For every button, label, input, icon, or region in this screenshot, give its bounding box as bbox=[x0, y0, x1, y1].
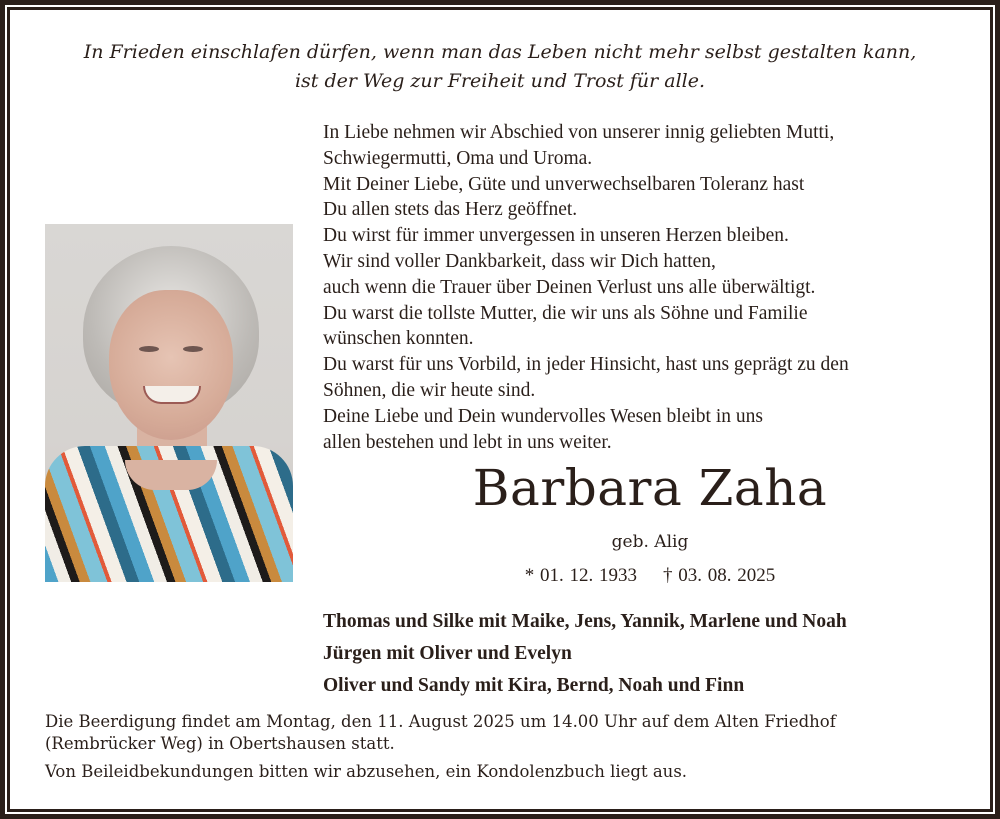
life-dates bbox=[310, 563, 990, 589]
tribute-line: Mit Deiner Liebe, Güte und unverwechselbaren Toleranz hast bbox=[323, 173, 805, 195]
tribute-line: allen bestehen und lebt in uns weiter. bbox=[323, 431, 612, 453]
tribute-line: Deine Liebe und Dein wundervolles Wesen bleibt in uns bbox=[323, 405, 763, 427]
tribute-line: wünschen konnten. bbox=[323, 328, 474, 350]
tribute-line: Söhnen, die wir heute sind. bbox=[323, 379, 536, 401]
funeral-line: Die Beerdigung findet am Montag, den 11. August 2025 um 14.00 Uhr auf dem Alten Friedhof bbox=[45, 712, 836, 731]
death-date: † 03. 08. 2025 bbox=[663, 565, 776, 586]
tribute-line: auch wenn die Trauer über Deinen Verlust uns alle überwältigt. bbox=[323, 276, 816, 298]
motto-line: In Frieden einschlafen dürfen, wenn man das Leben nicht mehr selbst gestalten kann, bbox=[83, 41, 917, 63]
motto-quote bbox=[10, 38, 990, 96]
deceased-name: Barbara Zaha bbox=[472, 459, 828, 517]
mourner-line: Oliver und Sandy mit Kira, Bernd, Noah und Finn bbox=[323, 675, 745, 696]
condolence-note: Von Beileidbekundungen bitten wir abzusehen, ein Kondolenzbuch liegt aus. bbox=[45, 762, 688, 781]
funeral-notice bbox=[45, 711, 836, 783]
photo-smile bbox=[143, 386, 201, 404]
tribute-line: Du wirst für immer unvergessen in unseren Herzen bleiben. bbox=[323, 225, 789, 247]
obituary-card bbox=[7, 7, 993, 812]
tribute-line: Du warst die tollste Mutter, die wir uns als Söhne und Familie bbox=[323, 302, 808, 324]
obituary-frame-gap bbox=[5, 5, 995, 814]
maiden-name: geb. Alig bbox=[611, 532, 689, 552]
motto-line: ist der Weg zur Freiheit und Trost für alle. bbox=[294, 70, 706, 92]
photo-eye-left bbox=[139, 346, 159, 352]
tribute-line: Du warst für uns Vorbild, in jeder Hinsicht, hast uns geprägt zu den bbox=[323, 354, 849, 376]
mourners-list bbox=[323, 606, 847, 702]
funeral-line: (Rembrücker Weg) in Obertshausen statt. bbox=[45, 734, 395, 753]
tribute-line: Du allen stets das Herz geöffnet. bbox=[323, 199, 578, 221]
tribute-line: Wir sind voller Dankbarkeit, dass wir Dich hatten, bbox=[323, 250, 716, 272]
tribute-text bbox=[323, 120, 849, 455]
tribute-line: Schwiegermutti, Oma und Uroma. bbox=[323, 147, 593, 169]
mourner-line: Jürgen mit Oliver und Evelyn bbox=[323, 643, 572, 664]
tribute-line: In Liebe nehmen wir Abschied von unserer innig geliebten Mutti, bbox=[323, 122, 835, 143]
photo-eye-right bbox=[183, 346, 203, 352]
birth-date: * 01. 12. 1933 bbox=[524, 565, 637, 586]
mourner-line: Thomas und Silke mit Maike, Jens, Yannik, Marlene und Noah bbox=[323, 611, 847, 632]
photo-face bbox=[109, 290, 233, 440]
portrait-photo bbox=[45, 224, 293, 582]
